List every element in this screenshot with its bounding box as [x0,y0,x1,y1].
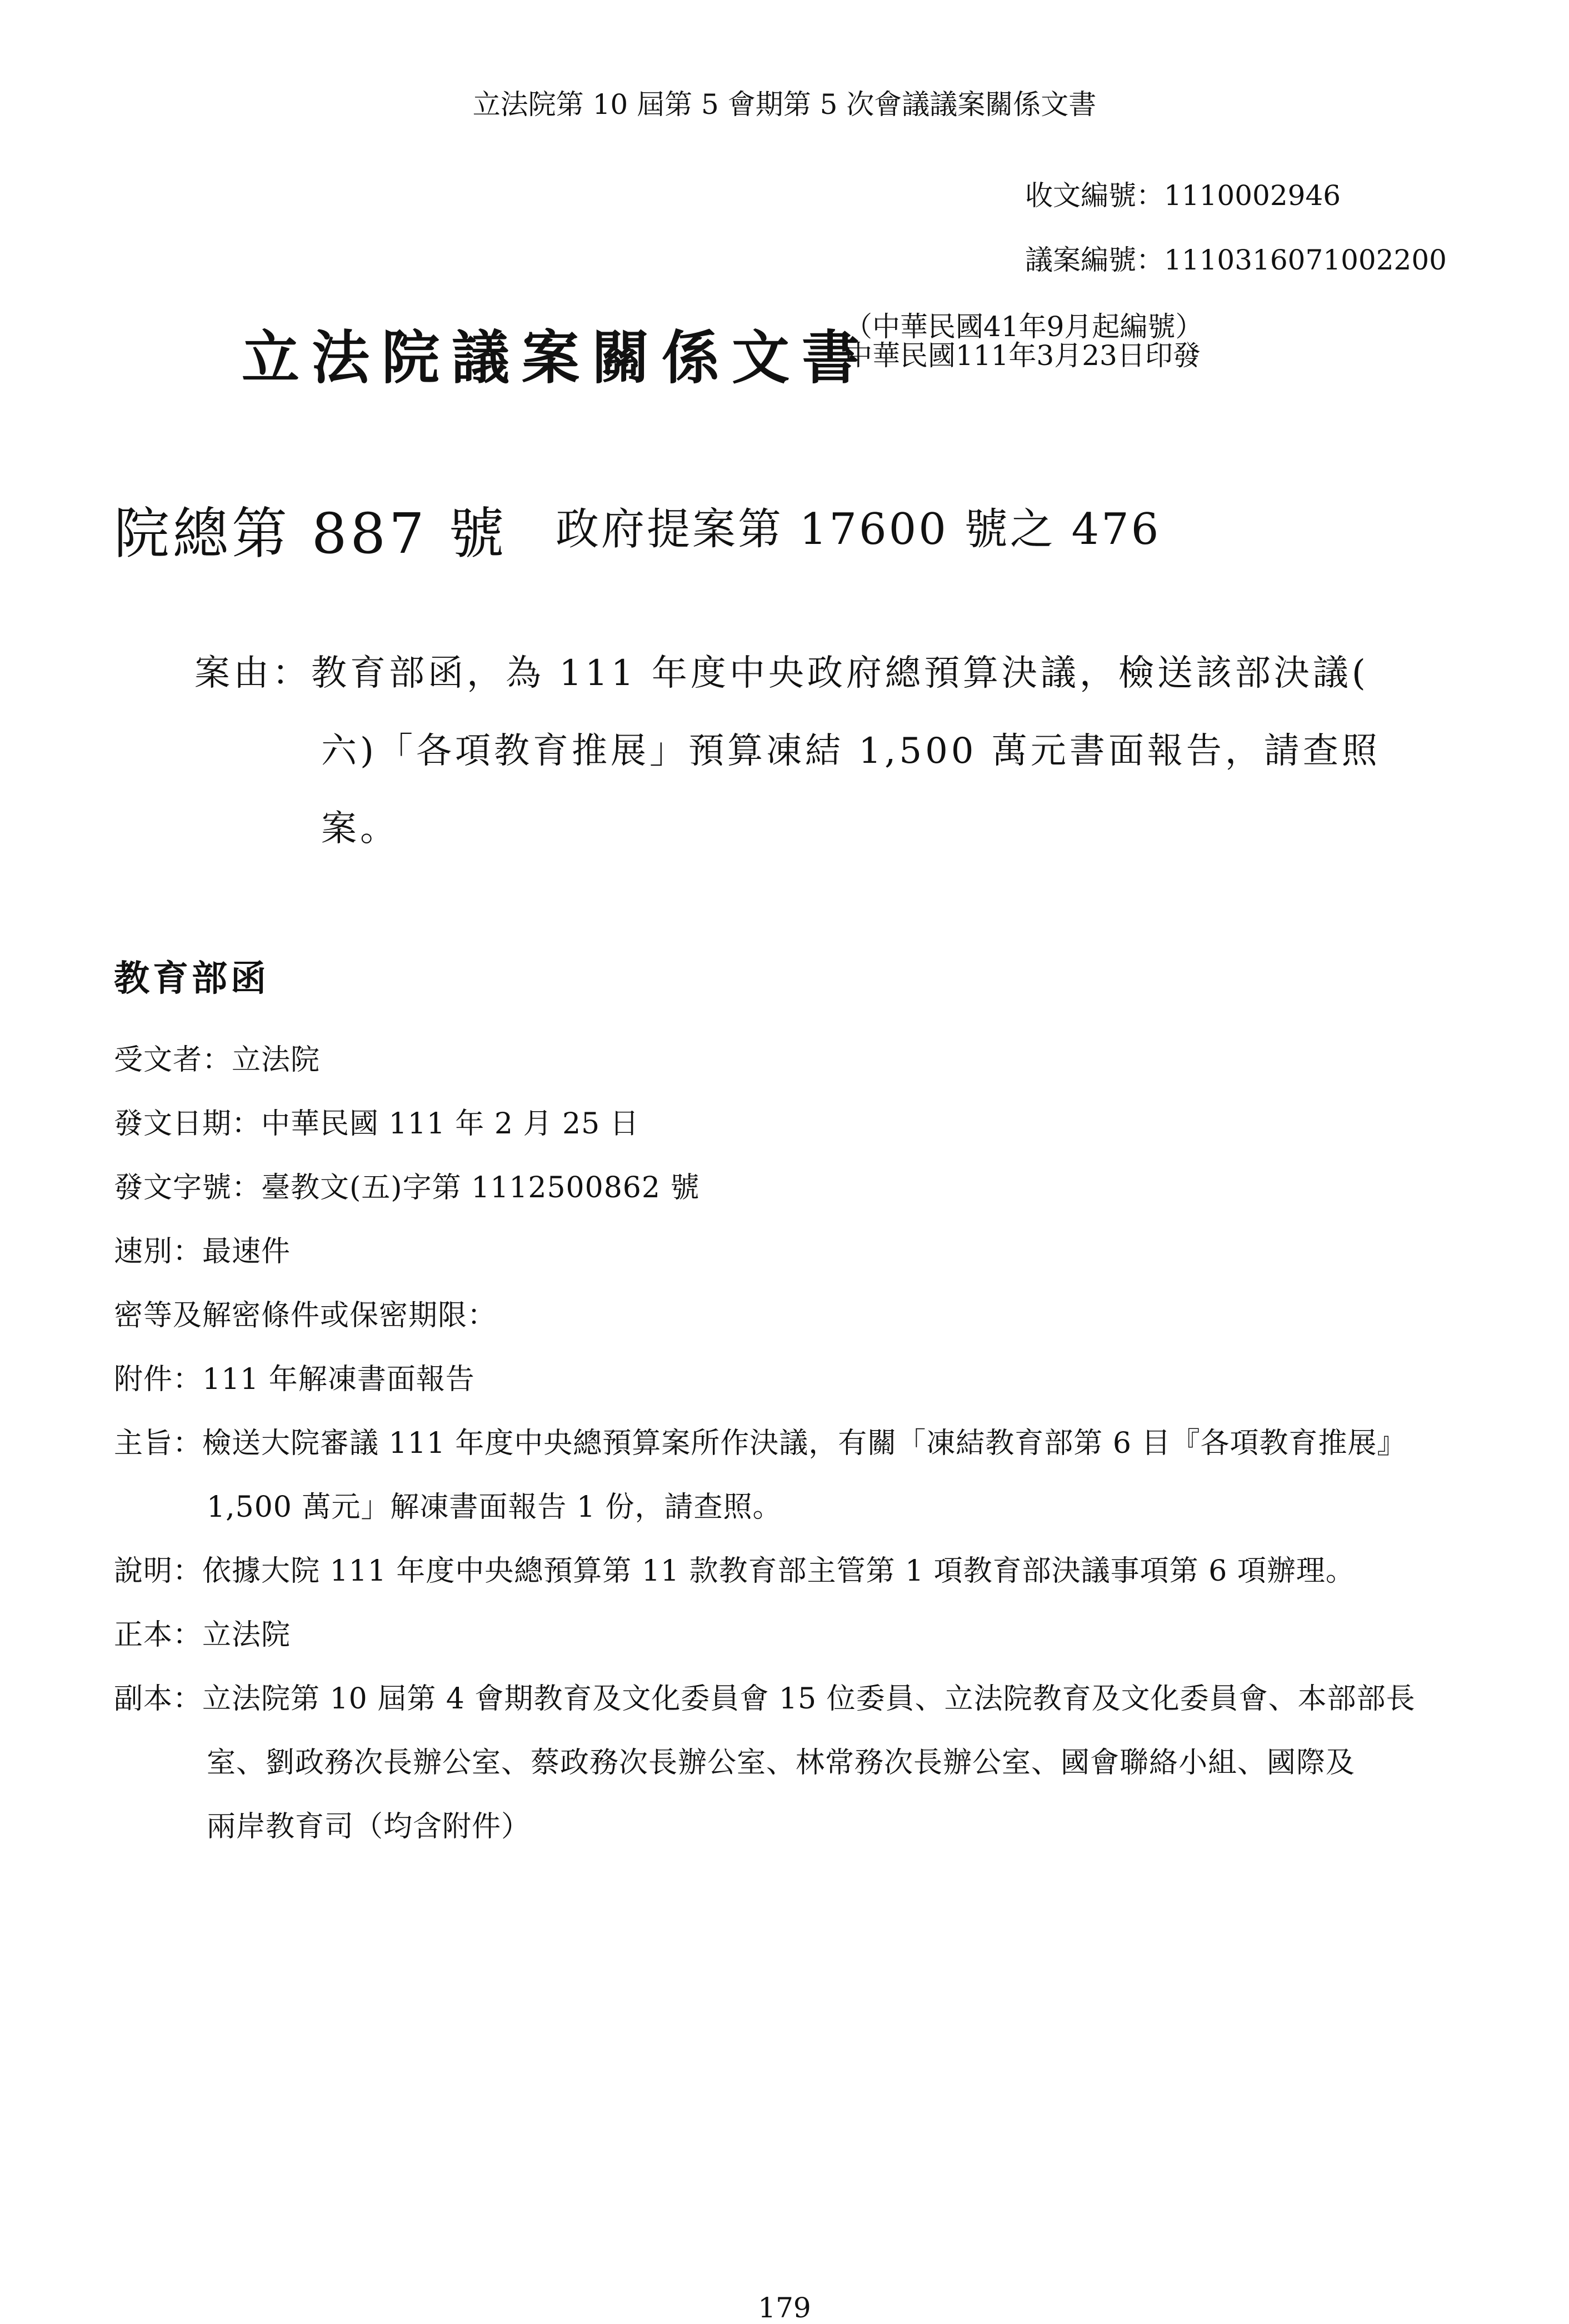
receipt-number: 收文編號：1110002946 [1025,179,1341,212]
original-copy-field: 正本：立法院 [114,1618,291,1652]
secrecy-field: 密等及解密條件或保密期限： [114,1299,497,1332]
title-note-print-date: 中華民國111年3月23日印發 [845,339,1201,372]
page-header: 立法院第 10 屆第 5 會期第 5 次會議議案關係文書 [472,88,1097,121]
general-document-number: 院總第 887 號 [114,501,508,566]
attachment-field: 附件：111 年解凍書面報告 [114,1363,475,1396]
copy-line-2: 室、劉政務次長辦公室、蔡政務次長辦公室、林常務次長辦公室、國會聯絡小組、國際及 [207,1746,1356,1780]
subject-line-2: 1,500 萬元」解凍書面報告 1 份，請查照。 [207,1491,782,1524]
copy-line-3: 兩岸教育司（均含附件） [207,1810,531,1843]
government-proposal-number: 政府提案第 17600 號之 476 [556,504,1161,554]
copy-line-1: 副本：立法院第 10 屆第 4 會期教育及文化委員會 15 位委員、立法院教育及文化委員會、本部部長 [114,1682,1416,1716]
speed-field: 速別：最速件 [114,1235,291,1268]
issue-date-field: 發文日期：中華民國 111 年 2 月 25 日 [114,1107,639,1141]
explanation-field: 說明：依據大院 111 年度中央總預算第 11 款教育部主管第 1 項教育部決議事項第 6 項辦理。 [114,1555,1355,1588]
case-reason-line-1: 案由：教育部函，為 111 年度中央政府總預算決議，檢送該部決議( [194,653,1369,694]
title-note-numbering: （中華民國41年9月起編號） [845,311,1203,343]
case-reason-line-3: 案。 [321,808,399,849]
case-reason-line-2: 六)「各項教育推展」預算凍結 1,500 萬元書面報告，請查照 [321,731,1381,772]
subject-line-1: 主旨：檢送大院審議 111 年度中央總預算案所作決議，有關「凍結教育部第 6 目『各項教育推展』 [114,1427,1407,1460]
reference-number-field: 發文字號：臺教文(五)字第 1112500862 號 [114,1171,700,1205]
bill-number: 議案編號：1110316071002200 [1025,244,1447,276]
document-title: 立法院議案關係文書 [242,323,872,392]
sender-title: 教育部函 [114,958,269,999]
page-number: 179 [758,2292,811,2324]
recipient-field: 受文者：立法院 [114,1043,321,1077]
